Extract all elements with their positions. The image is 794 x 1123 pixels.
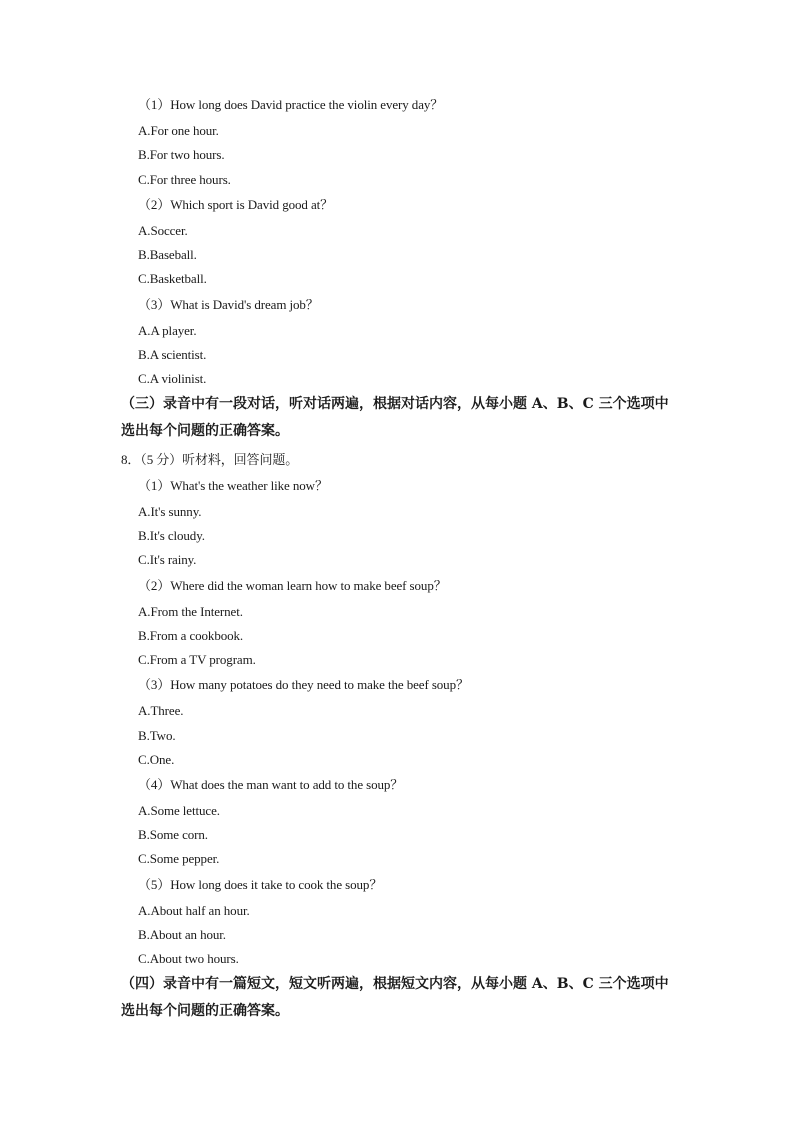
item-number: 8．（5 分）听材料，回答问题。 — [121, 452, 299, 467]
answer-option: B.For two hours. — [138, 147, 225, 162]
answer-option: A.It's sunny. — [138, 504, 202, 519]
answer-option: C.Basketball. — [138, 271, 207, 286]
question-stem: （1）How long does David practice the violin every day？ — [138, 97, 444, 112]
question-stem: （3）How many potatoes do they need to make the beef soup？ — [138, 677, 469, 692]
question-stem: （2）Which sport is David good at？ — [138, 197, 334, 212]
answer-option: B.A scientist. — [138, 347, 207, 362]
answer-option: C.Some pepper. — [138, 851, 220, 866]
answer-option: C.About two hours. — [138, 951, 239, 966]
answer-option: A.Three. — [138, 703, 184, 718]
answer-option: B.Baseball. — [138, 247, 197, 262]
answer-option: B.From a cookbook. — [138, 628, 244, 643]
answer-option: A.For one hour. — [138, 123, 219, 138]
answer-option: A.From the Internet. — [138, 604, 243, 619]
question-stem: （3）What is David's dream job？ — [138, 297, 319, 312]
answer-option: C.It's rainy. — [138, 552, 197, 567]
answer-option: C.For three hours. — [138, 172, 231, 187]
question-stem: （2）Where did the woman learn how to make beef soup？ — [138, 578, 447, 593]
question-stem: （4）What does the man want to add to the soup？ — [138, 777, 404, 792]
answer-option: A.About half an hour. — [138, 903, 250, 918]
answer-option: B.Some corn. — [138, 827, 208, 842]
answer-option: C.One. — [138, 752, 175, 767]
answer-option: B.About an hour. — [138, 927, 226, 942]
answer-option: B.It's cloudy. — [138, 528, 205, 543]
answer-option: A.A player. — [138, 323, 197, 338]
answer-option: B.Two. — [138, 728, 176, 743]
question-stem: （5）How long does it take to cook the soup？ — [138, 877, 383, 892]
answer-option: C.From a TV program. — [138, 652, 256, 667]
question-stem: （1）What's the weather like now？ — [138, 478, 328, 493]
answer-option: C.A violinist. — [138, 371, 207, 386]
section-heading: （四）录音中有一篇短文，短文听两遍，根据短文内容，从每小题 A、B、C 三个选项中选出每个问题的正确答案。 — [121, 976, 669, 1019]
answer-option: A.Some lettuce. — [138, 803, 220, 818]
section-heading: （三）录音中有一段对话，听对话两遍，根据对话内容，从每小题 A、B、C 三个选项中选出每个问题的正确答案。 — [121, 396, 669, 439]
answer-option: A.Soccer. — [138, 223, 188, 238]
